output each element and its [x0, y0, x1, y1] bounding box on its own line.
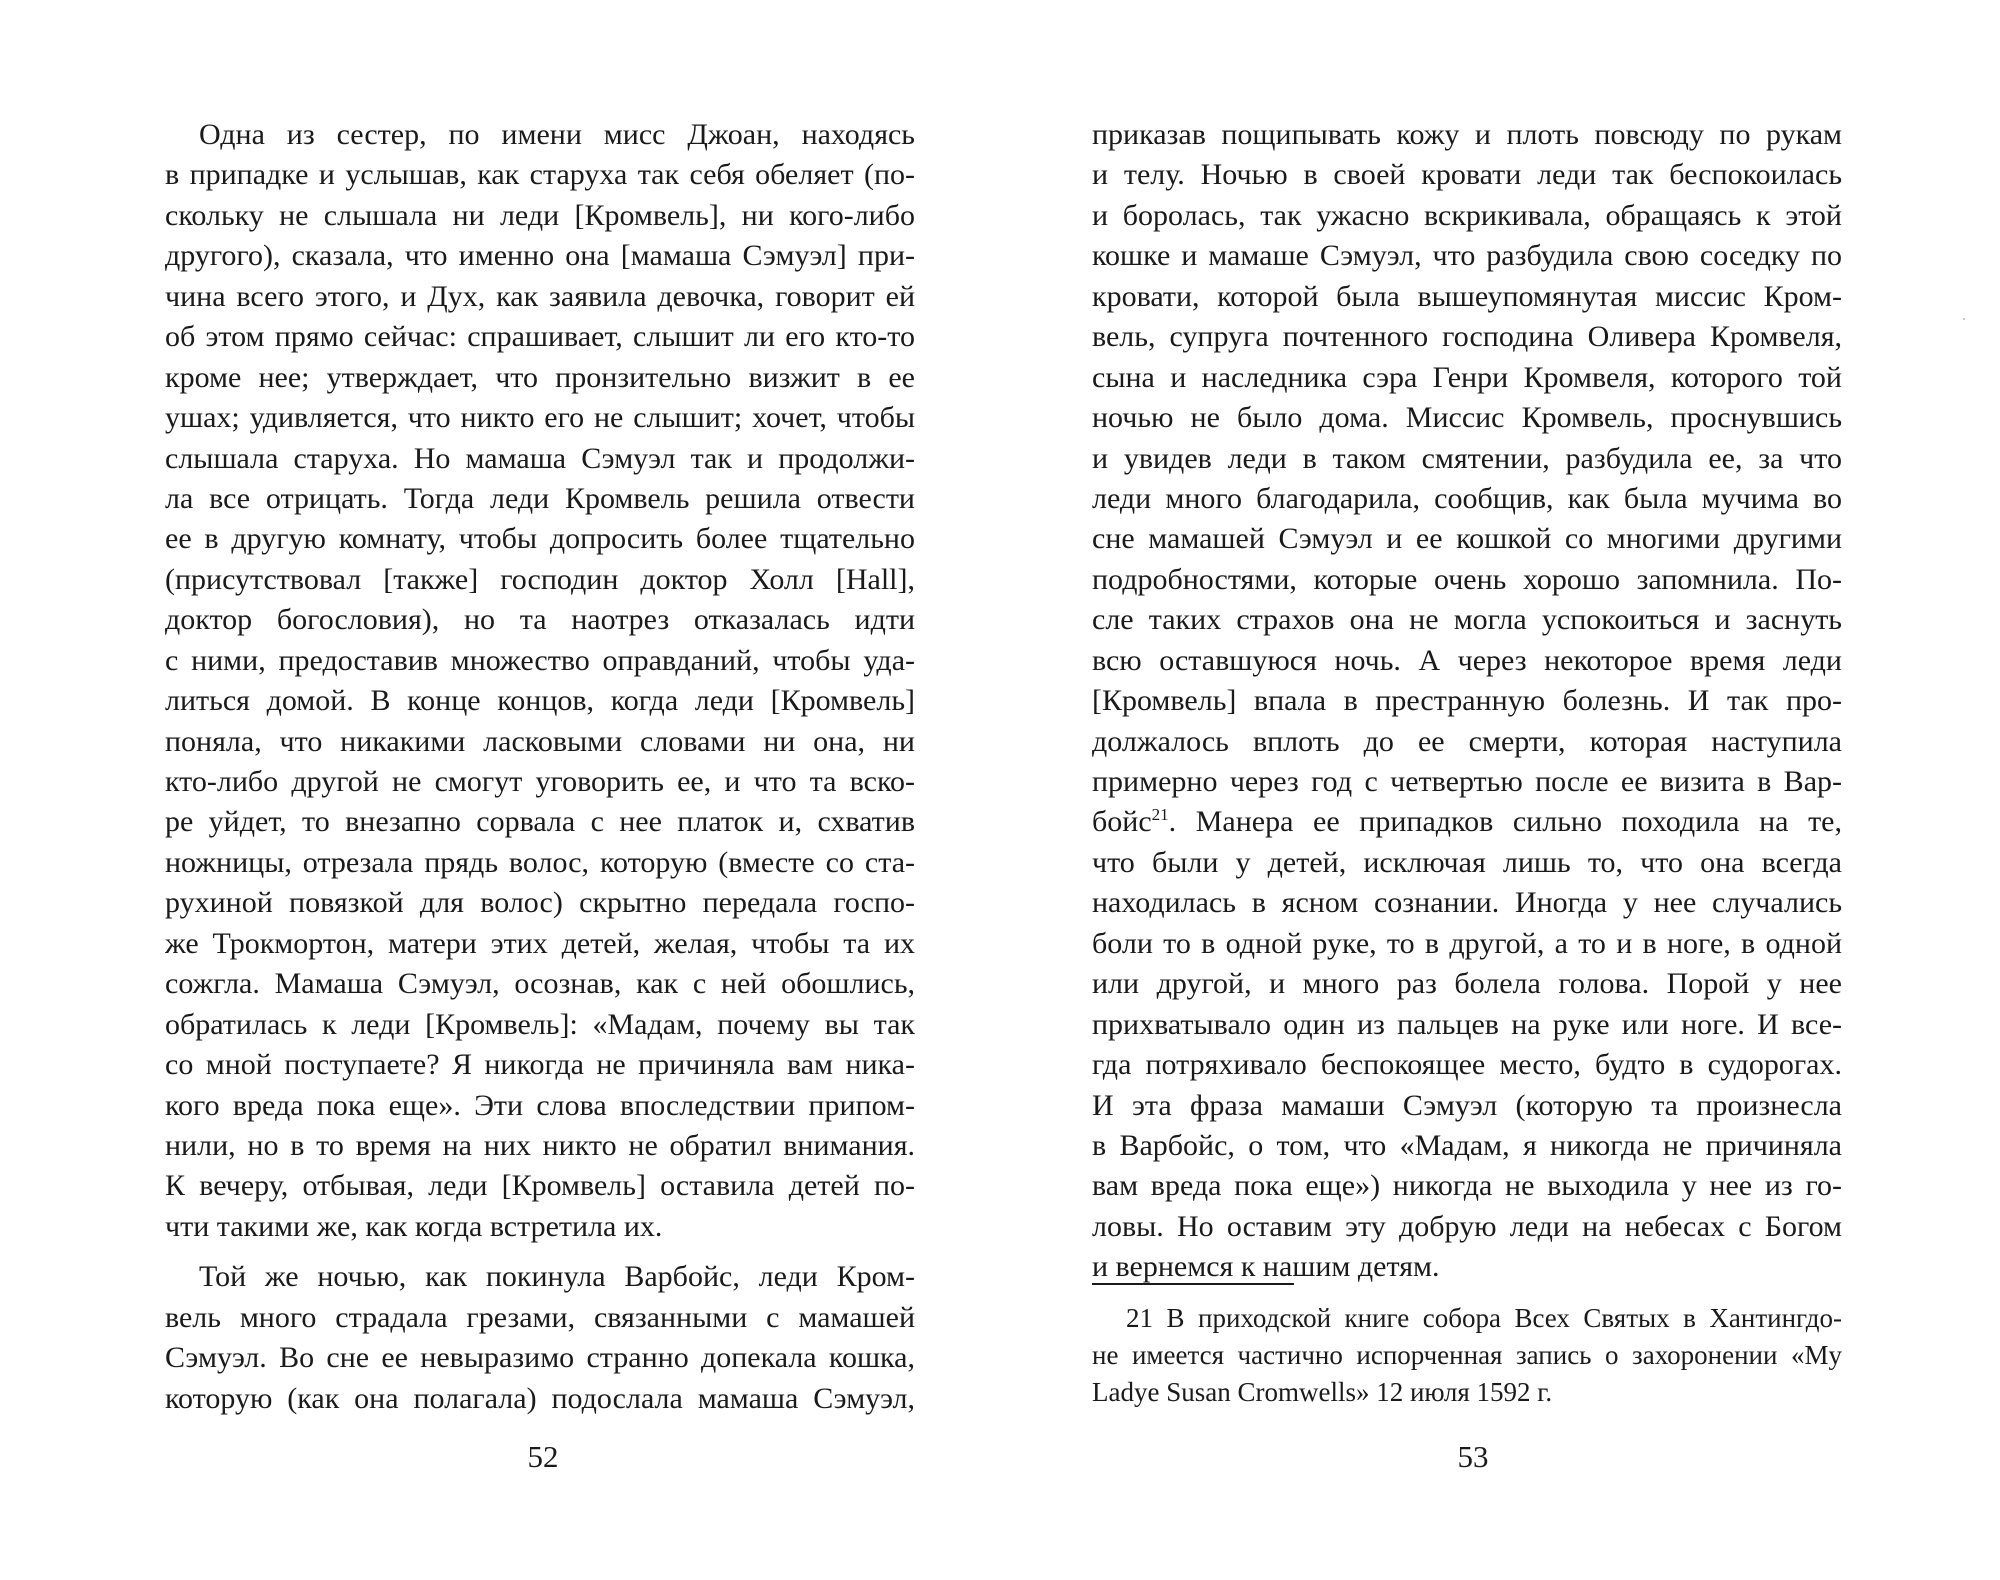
text-line: другого), сказала, что именно она [мамаша Сэмуэл] при-: [165, 239, 915, 273]
text-line: приказав пощипывать кожу и плоть повсюду по рукам: [1092, 118, 1842, 151]
text-line: гда потряхивало беспокоящее место, будто в судорогах.: [1092, 1048, 1842, 1082]
footnote-reference: 21: [1151, 805, 1169, 825]
text-line: леди много благодарила, сообщив, как была мучима во: [1092, 481, 1842, 515]
text-line: кроме нее; утверждает, что пронзительно визжит в ее: [165, 360, 915, 394]
text-line: ла все отрицать. Тогда леди Кромвель решила отвести: [165, 481, 915, 515]
text-fragment: бойс: [1092, 805, 1152, 839]
text-fragment: . Манера ее припадков сильно походила на те,: [1168, 805, 1842, 839]
text-line: сожгла. Мамаша Сэмуэл, осознав, как с ней обошлись,: [165, 967, 915, 1001]
text-line: сле таких страхов она не могла успокоиться и заснуть: [1092, 603, 1842, 637]
text-line: вам вреда пока еще») никогда не выходила у нее из го-: [1092, 1169, 1842, 1203]
text-line: всю оставшуюся ночь. А через некоторое время леди: [1092, 643, 1842, 677]
text-line: кровати, которой была вышеупомянутая миссис Кром-: [1092, 279, 1842, 313]
text-line: рухиной повязкой для волос) скрытно передала госпо-: [165, 886, 915, 920]
page-number-right: 53: [1457, 1439, 1489, 1474]
text-line: Сэмуэл. Во сне ее невыразимо странно допекала кошка,: [165, 1341, 915, 1375]
footnote-line: не имеется частично испорченная запись о захоронении «My: [1092, 1340, 1842, 1370]
text-line: поняла, что никакими ласковыми словами ни она, ни: [165, 724, 915, 758]
text-line: И эта фраза мамаши Сэмуэл (которую та произнесла: [1092, 1088, 1842, 1122]
footnote: [1092, 1300, 1842, 1411]
text-line: прихватывало один из пальцев на руке или ноге. И все-: [1092, 1007, 1842, 1041]
text-line: ушах; удивляется, что никто его не слышит; хочет, чтобы: [165, 401, 915, 435]
text-line: и увидев леди в таком смятении, разбудила ее, за что: [1092, 441, 1842, 475]
text-line: об этом прямо сейчас: спрашивает, слышит ли его кто-то: [165, 320, 915, 354]
text-line: ночью не было дома. Миссис Кромвель, проснувшись: [1092, 401, 1842, 435]
footnote-line: Ladye Susan Cromwells» 12 июля 1592 г.: [1092, 1377, 1553, 1407]
text-line: и боролась, так ужасно вскрикивала, обращаясь к этой: [1092, 198, 1842, 232]
paper-speck: [1963, 318, 1965, 320]
text-line: вель, супруга почтенного господина Оливера Кромвеля,: [1092, 320, 1842, 354]
text-line: (присутствовал [также] господин доктор Холл [Hall],: [165, 562, 915, 596]
text-line: кто-либо другой не смогут уговорить ее, и что та вско-: [165, 765, 915, 798]
page-number-left: 52: [527, 1439, 559, 1474]
text-line: которую (как она полагала) подослала мамаша Сэмуэл,: [165, 1381, 915, 1415]
text-line: нили, но в то время на них никто не обратил внимания.: [165, 1128, 915, 1162]
text-line: примерно через год с четвертью после ее визита в Вар-: [1092, 765, 1842, 798]
text-line: Одна из сестер, по имени мисс Джоан, находясь: [199, 118, 915, 151]
text-line: кошке и мамаше Сэмуэл, что разбудила свою соседку по: [1092, 239, 1842, 273]
text-line: с ними, предоставив множество оправданий, чтобы уда-: [165, 643, 915, 677]
text-line: слышала старуха. Но мамаша Сэмуэл так и продолжи-: [165, 441, 915, 475]
footnote-line: 21 В приходской книге собора Всех Святых в Хантингдо-: [1126, 1303, 1842, 1333]
text-line: кого вреда пока еще». Эти слова впоследствии припом-: [165, 1088, 915, 1122]
left-page-text: [165, 115, 915, 1419]
text-line: должалось вплоть до ее смерти, которая наступила: [1092, 724, 1842, 758]
text-line: или другой, и много раз болела голова. Порой у нее: [1092, 967, 1842, 1001]
text-line: чти такими же, как когда встретила их.: [165, 1209, 663, 1243]
text-line: сне мамашей Сэмуэл и ее кошкой со многими другими: [1092, 522, 1842, 556]
text-line: ножницы, отрезала прядь волос, которую (вместе со ста-: [165, 845, 915, 879]
text-line: [Кромвель] впала в престранную болезнь. И так про-: [1092, 684, 1842, 718]
text-line: находилась в ясном сознании. Иногда у нее случались: [1092, 886, 1842, 920]
text-line: обратилась к леди [Кромвель]: «Мадам, почему вы так: [165, 1007, 915, 1041]
text-line: и вернемся к нашим детям.: [1092, 1250, 1440, 1284]
text-line: скольку не слышала ни леди [Кромвель], ни кого-либо: [165, 198, 915, 232]
text-line: ее в другую комнату, чтобы допросить более тщательно: [165, 522, 915, 556]
text-line: в припадке и услышав, как старуха так себя обеляет (по-: [165, 158, 915, 192]
text-line: и телу. Ночью в своей кровати леди так беспокоилась: [1092, 158, 1842, 192]
text-line: в Варбойс, о том, что «Мадам, я никогда не причиняла: [1092, 1128, 1842, 1162]
text-line: чина всего этого, и Дух, как заявила девочка, говорит ей: [165, 279, 915, 313]
text-line: литься домой. В конце концов, когда леди [Кромвель]: [165, 684, 915, 718]
text-line: же Трокмортон, матери этих детей, желая, чтобы та их: [165, 926, 915, 960]
text-line: что были у детей, исключая лишь то, что она всегда: [1092, 845, 1842, 879]
text-line: сына и наследника сэра Генри Кромвеля, которого той: [1092, 360, 1842, 394]
text-line: подробностями, которые очень хорошо запомнила. По-: [1092, 562, 1842, 596]
text-line: боли то в одной руке, то в другой, а то и в ноге, в одной: [1092, 926, 1842, 960]
text-line: Той же ночью, как покинула Варбойс, леди Кром-: [199, 1260, 915, 1294]
text-line: ловы. Но оставим эту добрую леди на небесах с Богом: [1092, 1209, 1842, 1243]
text-line-with-footnote: [1092, 802, 1842, 842]
text-line: доктор богословия), но та наотрез отказалась идти: [165, 603, 915, 637]
text-line: ре уйдет, то внезапно сорвала с нее платок и, схватив: [165, 805, 915, 839]
text-line: вель много страдала грезами, связанными с мамашей: [165, 1300, 915, 1334]
text-line: К вечеру, отбывая, леди [Кромвель] оставила детей по-: [165, 1169, 915, 1203]
right-page-text: [1092, 115, 1842, 1288]
footnote-separator: [1092, 1283, 1294, 1285]
text-line: со мной поступаете? Я никогда не причиняла вам ника-: [165, 1048, 915, 1082]
